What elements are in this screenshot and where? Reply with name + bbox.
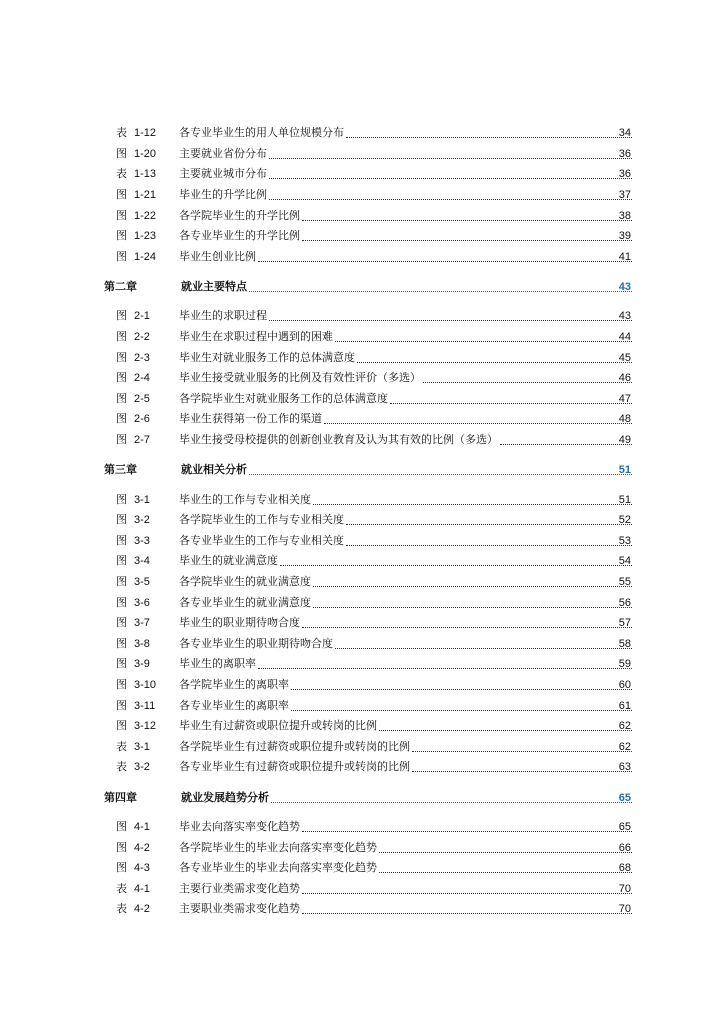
dot-leader (379, 851, 632, 853)
toc-entry[interactable] (0, 531, 724, 552)
dot-leader (357, 361, 632, 363)
toc-entry-title-wrap (179, 861, 632, 875)
toc-entry-label (116, 330, 172, 344)
toc-entry-title: 毕业生的职业期待吻合度 (179, 616, 300, 630)
dot-leader (269, 157, 632, 159)
toc-entry-label (116, 554, 172, 568)
dot-leader (412, 770, 632, 772)
dot-leader (500, 443, 632, 445)
toc-entry-number: 1-22 (134, 209, 157, 222)
toc-entry-title: 毕业生对就业服务工作的总体满意度 (179, 350, 355, 364)
toc-entry-label (116, 575, 172, 589)
toc-entry-title-wrap (179, 309, 632, 323)
toc-entry-title-wrap (179, 637, 632, 651)
toc-entry-label (116, 351, 172, 365)
toc-entry-number: 4-3 (134, 862, 150, 875)
toc-entry-kind: 图 (116, 392, 127, 405)
toc-entry-label (116, 637, 172, 651)
toc-chapter-heading[interactable] (0, 787, 724, 809)
toc-entry-title-wrap (179, 719, 632, 733)
toc-entry-title: 主要就业省份分布 (179, 146, 267, 160)
toc-entry-title: 主要行业类需求变化趋势 (179, 881, 300, 895)
toc-entry-kind: 表 (116, 882, 127, 895)
toc-entry-label (116, 882, 172, 896)
toc-entry-title-wrap (179, 760, 632, 774)
toc-entry-kind: 图 (116, 514, 127, 527)
toc-entry-page-number: 70 (618, 882, 631, 895)
dot-leader (313, 606, 632, 608)
toc-entry-label (116, 902, 172, 916)
toc-entry-kind: 图 (116, 678, 127, 691)
toc-entry-title: 毕业生获得第一份工作的渠道 (179, 412, 322, 426)
toc-entry-number: 4-1 (134, 882, 150, 895)
toc-entry-title: 各专业毕业生有过薪资或职位提升或转岗的比例 (179, 760, 410, 774)
dot-leader (302, 239, 632, 241)
toc-entry[interactable] (0, 613, 724, 634)
toc-entry-kind: 图 (116, 841, 127, 854)
toc-entry-title-wrap (179, 657, 632, 671)
chapter-title-wrap (181, 463, 632, 477)
toc-entry-title: 各专业毕业生的离职率 (179, 698, 289, 712)
toc-entry-label (116, 740, 172, 754)
toc-entry-kind: 图 (116, 699, 127, 712)
toc-entry-title: 各学院毕业生的就业满意度 (179, 574, 311, 588)
toc-entry-page-number: 39 (618, 230, 631, 243)
dot-leader (313, 503, 632, 505)
toc-entry-title-wrap (179, 493, 632, 507)
toc-entry-title-wrap (179, 392, 632, 406)
toc-entry-kind: 表 (116, 740, 127, 753)
toc-entry-kind: 图 (116, 862, 127, 875)
toc-entry-label (116, 699, 172, 713)
toc-entry-title-wrap (179, 167, 632, 181)
dot-leader (346, 523, 632, 525)
toc-entry-title: 各学院毕业生的离职率 (179, 677, 289, 691)
toc-entry-number: 2-7 (134, 434, 150, 447)
toc-entry-number: 1-20 (134, 147, 157, 160)
toc-entry-kind: 图 (116, 596, 127, 609)
chapter-label: 第四章 (104, 791, 137, 804)
toc-entry-title-wrap (179, 433, 632, 447)
toc-entry-title: 各专业毕业生的升学比例 (179, 229, 300, 243)
toc-entry-kind: 图 (116, 331, 127, 344)
dot-leader (280, 564, 632, 566)
toc-entry-page-number: 66 (618, 841, 631, 854)
toc-entry-title-wrap (179, 882, 632, 896)
toc-entry-title-wrap (179, 330, 632, 344)
toc-entry-number: 3-2 (134, 514, 150, 527)
chapter-page-number: 43 (618, 281, 631, 294)
toc-entry[interactable] (0, 695, 724, 716)
toc-entry-kind: 图 (116, 372, 127, 385)
dot-leader (302, 912, 632, 914)
chapter-page-number: 51 (618, 464, 631, 477)
dot-leader (335, 340, 632, 342)
chapter-title-wrap (181, 280, 632, 294)
toc-entry-label (116, 371, 172, 385)
dot-leader (379, 871, 632, 873)
toc-entry-page-number: 58 (618, 637, 631, 650)
toc-entry-title: 毕业生的升学比例 (179, 188, 267, 202)
toc-entry-label (116, 596, 172, 610)
toc-entry-title-wrap (179, 699, 632, 713)
toc-entry-number: 2-6 (134, 413, 150, 426)
toc-entry-page-number: 63 (618, 761, 631, 774)
toc-entry-kind: 图 (116, 189, 127, 202)
toc-entry-title-wrap (179, 188, 632, 202)
toc-entry[interactable] (0, 430, 724, 451)
toc-entry-page-number: 55 (618, 575, 631, 588)
toc-entry-title: 毕业生的就业满意度 (179, 554, 278, 568)
dot-leader (346, 544, 632, 546)
toc-entry[interactable] (0, 347, 724, 368)
toc-entry[interactable] (0, 878, 724, 899)
toc-entry-kind: 图 (116, 534, 127, 547)
toc-entry-kind: 图 (116, 413, 127, 426)
toc-entry-page-number: 41 (618, 250, 631, 263)
toc-entry-number: 2-1 (134, 310, 150, 323)
toc-entry[interactable] (0, 123, 724, 144)
toc-entry-title: 毕业生创业比例 (179, 249, 256, 263)
toc-entry[interactable] (0, 409, 724, 430)
toc-entry-number: 1-23 (134, 230, 157, 243)
toc-entry-label (116, 250, 172, 264)
toc-chapter-heading[interactable] (0, 459, 724, 481)
chapter-title: 就业相关分析 (181, 463, 247, 477)
toc-entry-page-number: 62 (618, 740, 631, 753)
toc-entry-page-number: 56 (618, 596, 631, 609)
toc-entry-title-wrap (179, 229, 632, 243)
toc-entry[interactable] (0, 899, 724, 920)
dot-leader (271, 801, 632, 803)
toc-entry-title-wrap (179, 820, 632, 834)
toc-entry-page-number: 52 (618, 514, 631, 527)
toc-entry-page-number: 36 (618, 168, 631, 181)
toc-entry-title: 各学院毕业生对就业服务工作的总体满意度 (179, 391, 388, 405)
toc-entry-title: 各专业毕业生的用人单位规模分布 (179, 126, 344, 140)
dot-leader (258, 667, 632, 669)
toc-entry-title: 毕业生接受就业服务的比例及有效性评价（多选） (179, 371, 421, 385)
toc-entry-page-number: 60 (618, 678, 631, 691)
toc-entry-label (116, 147, 172, 161)
toc-entry[interactable] (0, 205, 724, 226)
toc-entry-label (116, 412, 172, 426)
toc-entry-page-number: 38 (618, 209, 631, 222)
toc-entry-title: 毕业生的求职过程 (179, 309, 267, 323)
toc-chapter-heading[interactable] (0, 276, 724, 298)
dot-leader (423, 381, 632, 383)
toc-entry[interactable] (0, 306, 724, 327)
toc-entry[interactable] (0, 368, 724, 389)
toc-entry-number: 3-2 (134, 761, 150, 774)
toc-entry-kind: 图 (116, 209, 127, 222)
toc-entry-page-number: 61 (618, 699, 631, 712)
toc-entry-number: 1-12 (134, 127, 157, 140)
toc-entry-label (116, 678, 172, 692)
toc-entry-title: 各专业毕业生的职业期待吻合度 (179, 636, 333, 650)
toc-entry-number: 4-1 (134, 820, 150, 833)
toc-entry-kind: 图 (116, 637, 127, 650)
dot-leader (258, 260, 632, 262)
toc-entry-page-number: 54 (618, 555, 631, 568)
toc-entry-kind: 图 (116, 555, 127, 568)
dot-leader (335, 647, 632, 649)
toc-entry-title: 各学院毕业生的工作与专业相关度 (179, 513, 344, 527)
toc-entry-title: 各专业毕业生的工作与专业相关度 (179, 533, 344, 547)
toc-entry-page-number: 65 (618, 820, 631, 833)
toc-entry[interactable] (0, 551, 724, 572)
toc-entry-label (116, 493, 172, 507)
toc-entry-page-number: 43 (618, 310, 631, 323)
toc-entry-title-wrap (179, 351, 632, 365)
toc-entry[interactable] (0, 144, 724, 165)
toc-entry-number: 3-3 (134, 534, 150, 547)
toc-entry-page-number: 62 (618, 720, 631, 733)
toc-entry-page-number: 34 (618, 127, 631, 140)
toc-entry-title-wrap (179, 554, 632, 568)
toc-entry-title-wrap (179, 513, 632, 527)
toc-entry-number: 3-6 (134, 596, 150, 609)
toc-entry-title-wrap (179, 740, 632, 754)
toc-entry[interactable] (0, 489, 724, 510)
toc-entry[interactable] (0, 837, 724, 858)
toc-entry-title: 毕业生有过薪资或职位提升或转岗的比例 (179, 719, 377, 733)
dot-leader (390, 402, 632, 404)
toc-entry[interactable] (0, 654, 724, 675)
toc-entry-label (116, 760, 172, 774)
toc-entry-page-number: 70 (618, 903, 631, 916)
toc-entry-number: 3-9 (134, 658, 150, 671)
toc-entry-title-wrap (179, 596, 632, 610)
toc-entry-number: 2-4 (134, 372, 150, 385)
toc-entry-label (116, 209, 172, 223)
dot-leader (346, 136, 632, 138)
toc-entry-title: 各专业毕业生的就业满意度 (179, 595, 311, 609)
toc-entry[interactable] (0, 592, 724, 613)
toc-entry-kind: 图 (116, 250, 127, 263)
dot-leader (313, 585, 632, 587)
toc-entry-title: 各学院毕业生的毕业去向落实率变化趋势 (179, 840, 377, 854)
toc-entry[interactable] (0, 572, 724, 593)
toc-entry-label (116, 229, 172, 243)
dot-leader (269, 198, 632, 200)
toc-entry-kind: 图 (116, 310, 127, 323)
toc-entry-label (116, 167, 172, 181)
toc-entry-kind: 图 (116, 230, 127, 243)
toc-entry[interactable] (0, 510, 724, 531)
toc-entry-number: 3-7 (134, 617, 150, 630)
toc-entry-title-wrap (179, 250, 632, 264)
toc-entry[interactable] (0, 817, 724, 838)
toc-entry-label (116, 841, 172, 855)
toc-entry-number: 3-8 (134, 637, 150, 650)
toc-entry-title: 主要职业类需求变化趋势 (179, 902, 300, 916)
toc-entry-page-number: 45 (618, 351, 631, 364)
dot-leader (302, 219, 632, 221)
dot-leader (249, 290, 632, 292)
chapter-label: 第二章 (104, 281, 137, 294)
chapter-page-number: 65 (618, 791, 631, 804)
chapter-title: 就业发展趋势分析 (181, 790, 269, 804)
toc-entry-number: 3-1 (134, 740, 150, 753)
toc-entry-title-wrap (179, 841, 632, 855)
toc-entry-title: 各专业毕业生的毕业去向落实率变化趋势 (179, 861, 377, 875)
toc-entry-label (116, 820, 172, 834)
toc-entry-title-wrap (179, 902, 632, 916)
dot-leader (269, 319, 632, 321)
toc-entry-title: 各学院毕业生有过薪资或职位提升或转岗的比例 (179, 739, 410, 753)
toc-entry-number: 3-1 (134, 493, 150, 506)
toc-entry[interactable] (0, 389, 724, 410)
dot-leader (269, 177, 632, 179)
toc-entry-kind: 图 (116, 720, 127, 733)
toc-entry-title-wrap (179, 575, 632, 589)
toc-entry-number: 3-5 (134, 575, 150, 588)
toc-entry-title-wrap (179, 147, 632, 161)
toc-entry-kind: 图 (116, 820, 127, 833)
toc-entry-label (116, 534, 172, 548)
toc-entry-kind: 图 (116, 658, 127, 671)
toc-entry-label (116, 433, 172, 447)
toc-entry-title-wrap (179, 616, 632, 630)
toc-entry-page-number: 47 (618, 392, 631, 405)
toc-entry-page-number: 51 (618, 493, 631, 506)
toc-entry[interactable] (0, 716, 724, 737)
toc-entry-label (116, 861, 172, 875)
toc-entry-page-number: 36 (618, 147, 631, 160)
dot-leader (302, 892, 632, 894)
toc-entry-kind: 图 (116, 493, 127, 506)
toc-entry-title-wrap (179, 534, 632, 548)
toc-entry-title: 毕业生的工作与专业相关度 (179, 492, 311, 506)
toc-entry-number: 1-24 (134, 250, 157, 263)
toc-entry[interactable] (0, 327, 724, 348)
toc-entry[interactable] (0, 675, 724, 696)
toc-entry-kind: 图 (116, 434, 127, 447)
toc-entry-page-number: 57 (618, 617, 631, 630)
toc-entry-title-wrap (179, 209, 632, 223)
toc-entry-label (116, 309, 172, 323)
toc-entry-title: 主要就业城市分布 (179, 167, 267, 181)
toc-entry-kind: 表 (116, 168, 127, 181)
toc-entry-page-number: 53 (618, 534, 631, 547)
toc-entry-kind: 图 (116, 575, 127, 588)
toc-entry-number: 3-12 (134, 720, 157, 733)
toc-entry-number: 4-2 (134, 841, 150, 854)
table-of-contents (0, 123, 724, 920)
toc-entry[interactable] (0, 757, 724, 778)
toc-entry[interactable] (0, 858, 724, 879)
toc-entry-number: 1-21 (134, 189, 157, 202)
toc-entry-label (116, 719, 172, 733)
dot-leader (324, 422, 632, 424)
toc-entry-title-wrap (179, 126, 632, 140)
dot-leader (291, 709, 632, 711)
toc-entry-page-number: 49 (618, 434, 631, 447)
toc-entry-title: 毕业去向落实率变化趋势 (179, 819, 300, 833)
toc-entry-kind: 图 (116, 351, 127, 364)
toc-entry-label (116, 392, 172, 406)
toc-entry-number: 3-10 (134, 678, 157, 691)
toc-entry[interactable] (0, 633, 724, 654)
toc-entry-number: 4-2 (134, 903, 150, 916)
toc-entry-page-number: 48 (618, 413, 631, 426)
dot-leader (302, 626, 632, 628)
dot-leader (302, 830, 632, 832)
dot-leader (291, 688, 632, 690)
toc-entry-page-number: 46 (618, 372, 631, 385)
toc-entry-title: 毕业生在求职过程中遇到的困难 (179, 330, 333, 344)
toc-entry-page-number: 44 (618, 331, 631, 344)
toc-entry-page-number: 59 (618, 658, 631, 671)
dot-leader (412, 750, 632, 752)
toc-entry-label (116, 513, 172, 527)
toc-entry-number: 2-2 (134, 331, 150, 344)
toc-entry-title: 毕业生接受母校提供的创新创业教育及认为其有效的比例（多选） (179, 433, 498, 447)
toc-entry-kind: 图 (116, 147, 127, 160)
toc-entry-label (116, 126, 172, 140)
toc-entry-title-wrap (179, 412, 632, 426)
toc-entry-page-number: 68 (618, 862, 631, 875)
toc-entry-kind: 表 (116, 127, 127, 140)
toc-entry[interactable] (0, 185, 724, 206)
toc-entry-kind: 表 (116, 761, 127, 774)
toc-entry-kind: 图 (116, 617, 127, 630)
toc-entry-label (116, 188, 172, 202)
toc-entry-title: 毕业生的离职率 (179, 657, 256, 671)
toc-entry-number: 3-4 (134, 555, 150, 568)
chapter-title-wrap (181, 791, 632, 805)
toc-entry-number: 3-11 (134, 699, 156, 712)
toc-entry-number: 2-5 (134, 392, 150, 405)
chapter-label: 第三章 (104, 464, 137, 477)
toc-entry[interactable] (0, 226, 724, 247)
dot-leader (379, 729, 632, 731)
chapter-title: 就业主要特点 (181, 280, 247, 294)
toc-entry-number: 2-3 (134, 351, 150, 364)
toc-entry-title-wrap (179, 371, 632, 385)
toc-entry-label (116, 657, 172, 671)
toc-entry[interactable] (0, 736, 724, 757)
toc-entry-label (116, 616, 172, 630)
toc-entry-page-number: 37 (618, 189, 631, 202)
toc-entry-title: 各学院毕业生的升学比例 (179, 208, 300, 222)
dot-leader (249, 473, 632, 475)
toc-entry-kind: 表 (116, 903, 127, 916)
toc-entry-number: 1-13 (134, 168, 157, 181)
toc-entry[interactable] (0, 164, 724, 185)
toc-entry-title-wrap (179, 678, 632, 692)
toc-entry[interactable] (0, 247, 724, 268)
